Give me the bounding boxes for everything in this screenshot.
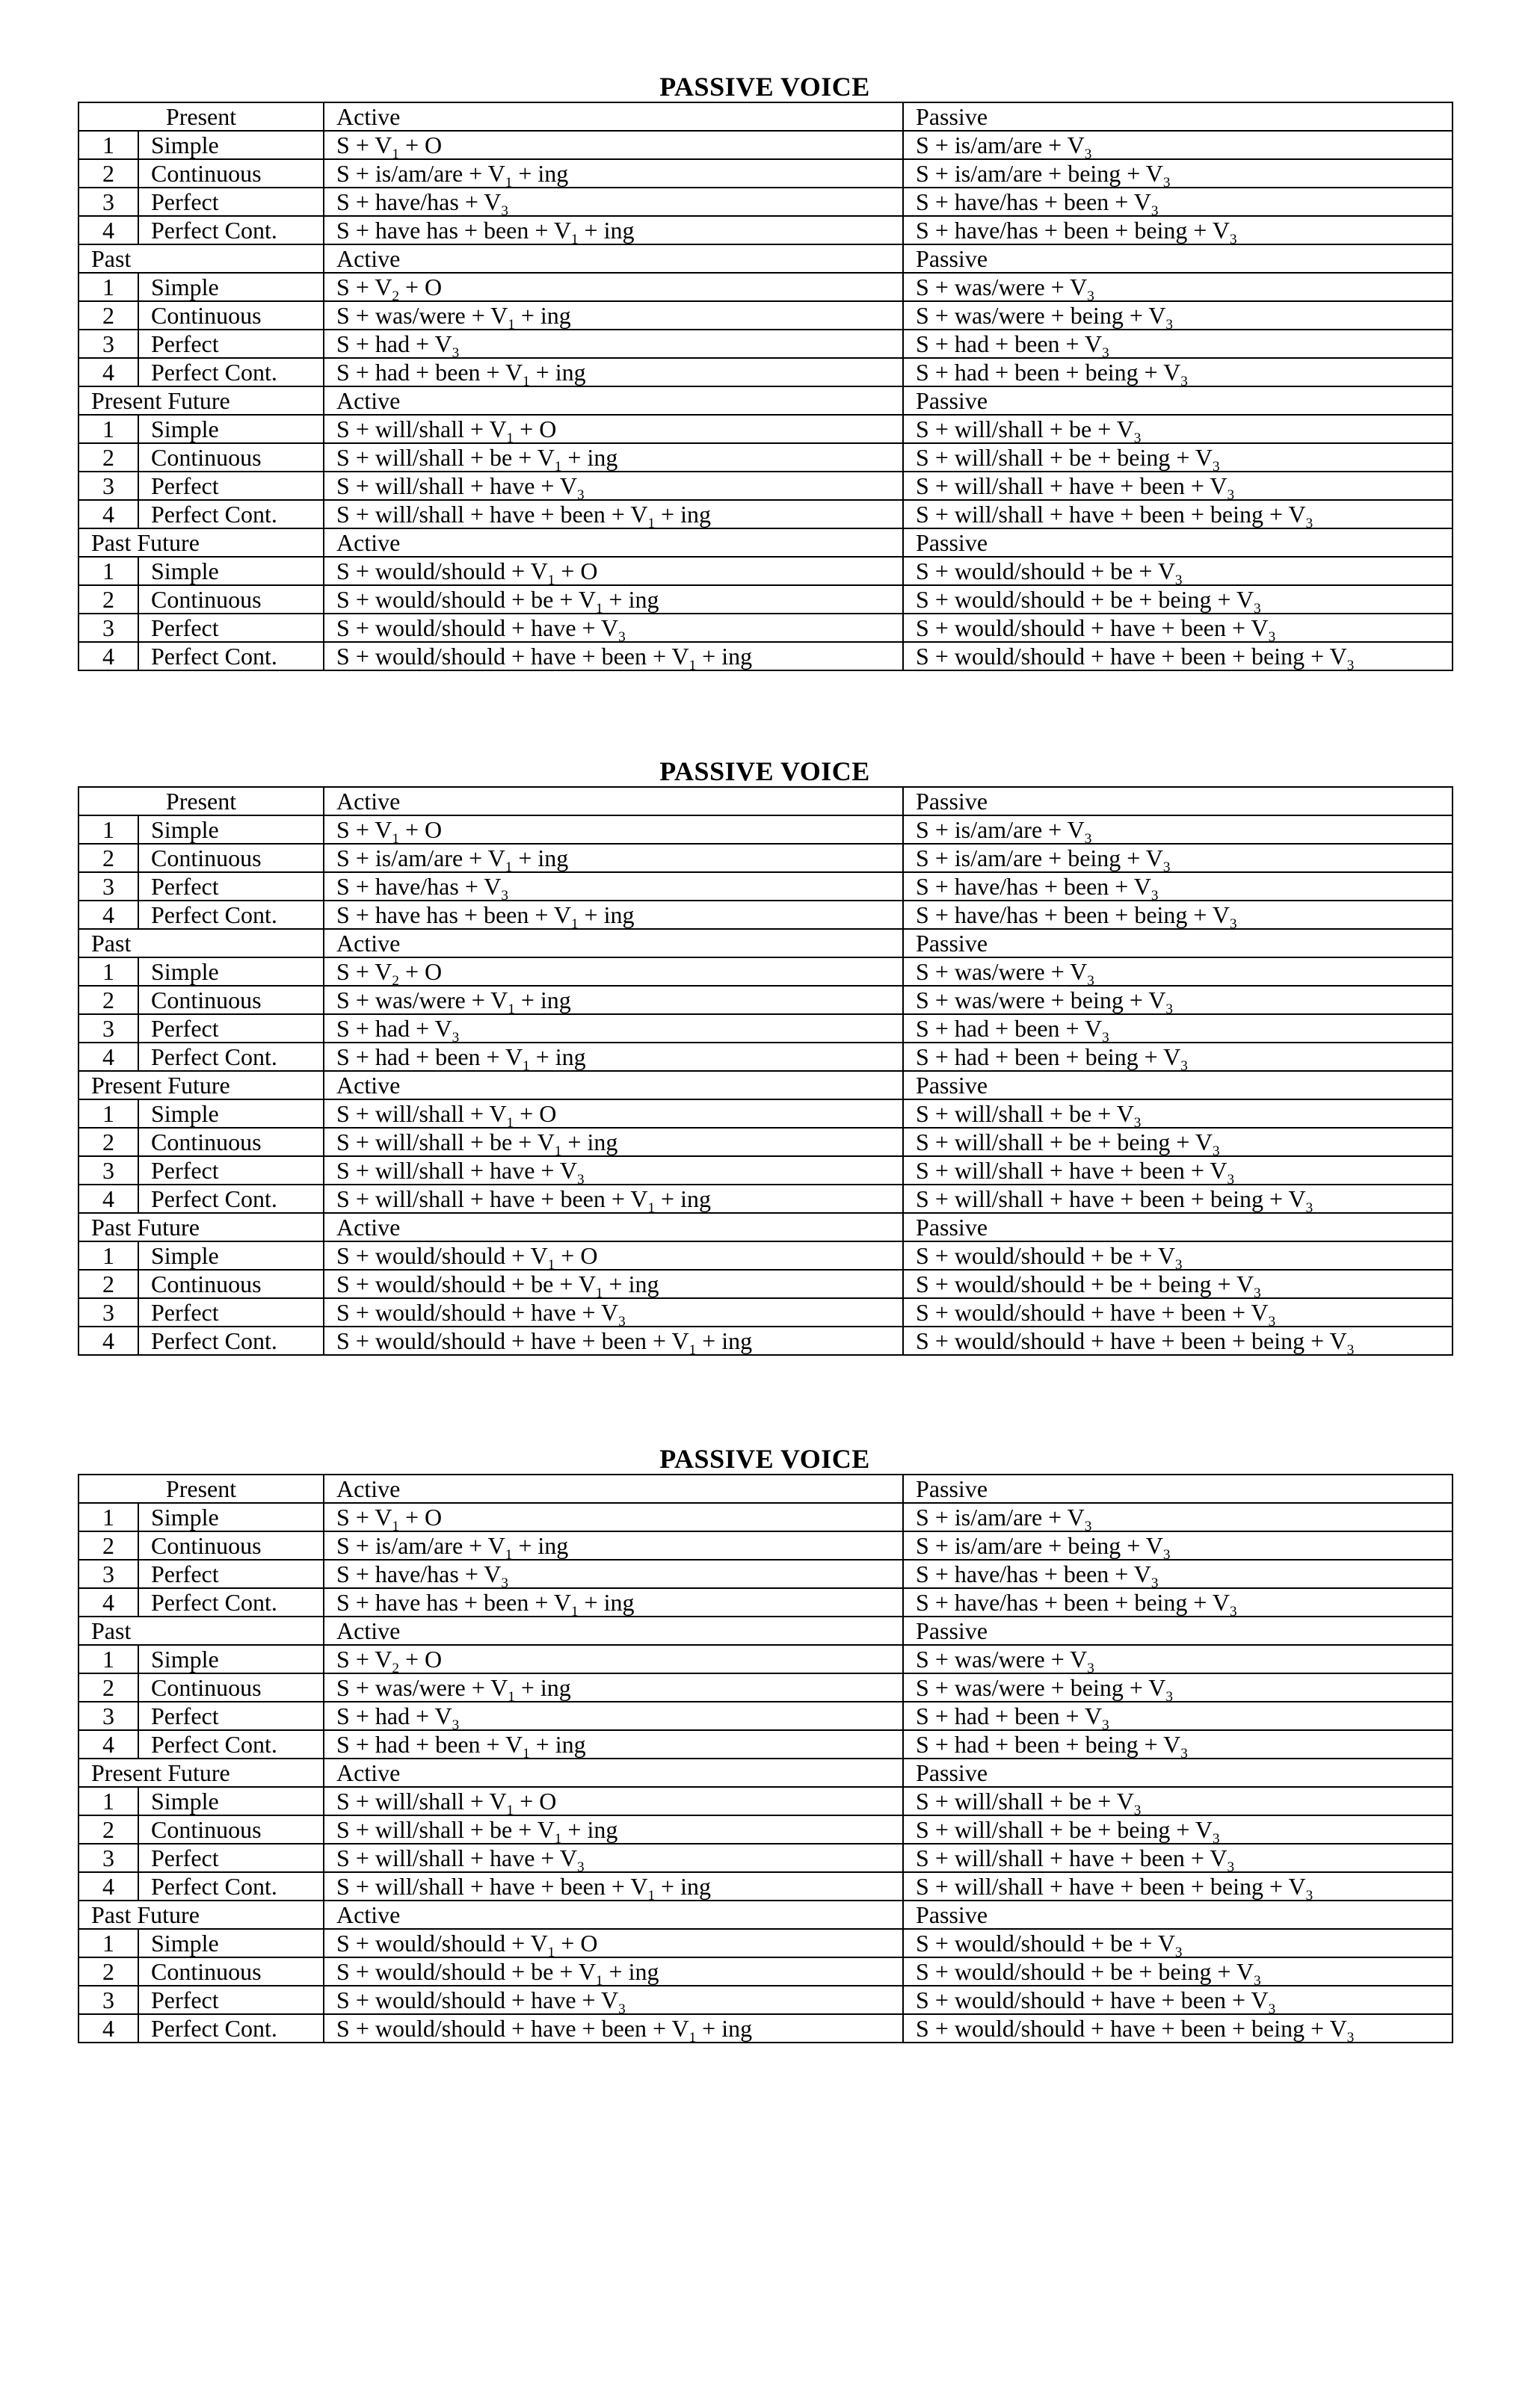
tense-name: Perfect	[138, 472, 324, 500]
table-row	[78, 415, 1453, 443]
active-formula: S + had + been + $V_1$ + ing	[324, 1043, 903, 1071]
row-number: 2	[78, 1673, 138, 1702]
passive-formula: S + is/am/are + being + $V_3$	[903, 1531, 1453, 1560]
table-row	[78, 872, 1453, 901]
passive-formula: S + is/am/are + being + $V_3$	[903, 159, 1453, 188]
row-number: 3	[78, 1560, 138, 1588]
table-row	[78, 986, 1453, 1014]
passive-formula: S + have/has + been + $V_3$	[903, 1560, 1453, 1588]
section-name: Present Future	[78, 1759, 324, 1787]
section-name: Past Future	[78, 1213, 324, 1241]
passive-header: Passive	[903, 1759, 1453, 1787]
row-number: 3	[78, 1298, 138, 1327]
tense-name: Perfect	[138, 1298, 324, 1327]
tense-name: Perfect Cont.	[138, 358, 324, 386]
active-header: Active	[324, 1617, 903, 1645]
tense-name: Perfect Cont.	[138, 500, 324, 528]
table-row	[78, 585, 1453, 614]
section-header-row	[78, 787, 1453, 815]
section-header-row	[78, 1759, 1453, 1787]
tense-name: Perfect	[138, 872, 324, 901]
tense-name: Continuous	[138, 1128, 324, 1156]
section-header-row	[78, 1071, 1453, 1099]
active-formula: S + was/were + $V_1$ + ing	[324, 986, 903, 1014]
table-row	[78, 1872, 1453, 1901]
active-formula: S + would/should + $V_1 + O$	[324, 557, 903, 585]
active-formula: S + would/should + have + been + $V_1$ + ing	[324, 1327, 903, 1355]
active-formula: $S + V_1 + O$	[324, 1503, 903, 1531]
section-header-row	[78, 1901, 1453, 1929]
table-row	[78, 1014, 1453, 1043]
passive-formula: S + would/should + be + $V_3$	[903, 1929, 1453, 1957]
tense-name: Simple	[138, 415, 324, 443]
table-title: PASSIVE VOICE	[659, 1444, 870, 1474]
active-formula: S + have has + been + $V_1$ + ing	[324, 901, 903, 929]
tense-name: Perfect	[138, 1560, 324, 1588]
active-formula: S + had + $V_3$	[324, 1014, 903, 1043]
active-formula: S + would/should + have + $V_3$	[324, 614, 903, 642]
row-number: 4	[78, 216, 138, 244]
table-row	[78, 1673, 1453, 1702]
passive-formula: S + was/were + being + $V_3$	[903, 986, 1453, 1014]
row-number: 4	[78, 358, 138, 386]
active-header: Active	[324, 787, 903, 815]
tense-name: Perfect Cont.	[138, 1872, 324, 1901]
row-number: 4	[78, 642, 138, 670]
row-number: 1	[78, 415, 138, 443]
row-number: 4	[78, 1588, 138, 1617]
active-formula: S + had + been + $V_1$ + ing	[324, 358, 903, 386]
table-row	[78, 1531, 1453, 1560]
active-formula: S + will/shall + have + $V_3$	[324, 472, 903, 500]
passive-formula: S + had + been + being + $V_3$	[903, 1730, 1453, 1759]
table-row	[78, 443, 1453, 472]
passive-formula: S + would/should + be + $V_3$	[903, 557, 1453, 585]
section-name: Present Future	[78, 386, 324, 415]
passive-formula: S + would/should + have + been + being + $V_3$	[903, 1327, 1453, 1355]
passive-formula: S + would/should + have + been + $V_3$	[903, 614, 1453, 642]
row-number: 4	[78, 1185, 138, 1213]
active-formula: S + was/were + $V_1$ + ing	[324, 1673, 903, 1702]
table-row	[78, 1730, 1453, 1759]
tense-name: Continuous	[138, 585, 324, 614]
passive-voice-table-block	[78, 72, 1452, 671]
section-name: Present	[78, 102, 324, 131]
passive-formula: S + had + been + $V_3$	[903, 1702, 1453, 1730]
table-row	[78, 188, 1453, 216]
tense-name: Perfect	[138, 1986, 324, 2014]
tense-name: Perfect Cont.	[138, 1730, 324, 1759]
row-number: 3	[78, 1844, 138, 1872]
table-row	[78, 642, 1453, 670]
row-number: 4	[78, 1327, 138, 1355]
passive-header: Passive	[903, 929, 1453, 957]
tense-name: Perfect	[138, 1014, 324, 1043]
active-formula: S + will/shall + have + $V_3$	[324, 1156, 903, 1185]
active-formula: S + will/shall + have + $V_3$	[324, 1844, 903, 1872]
row-number: 2	[78, 585, 138, 614]
tense-name: Perfect Cont.	[138, 1327, 324, 1355]
active-formula: S + would/should + be + $V_1$ + ing	[324, 585, 903, 614]
passive-formula: S + was/were + being + $V_3$	[903, 1673, 1453, 1702]
tense-name: Continuous	[138, 1957, 324, 1986]
passive-header: Passive	[903, 1617, 1453, 1645]
active-header: Active	[324, 244, 903, 273]
active-formula: S + was/were + $V_1$ + ing	[324, 301, 903, 330]
table-row	[78, 557, 1453, 585]
passive-formula: S + had + been + $V_3$	[903, 330, 1453, 358]
row-number: 1	[78, 1241, 138, 1270]
row-number: 1	[78, 1099, 138, 1128]
tense-table	[78, 1474, 1453, 2043]
tense-name: Simple	[138, 1241, 324, 1270]
table-row	[78, 1185, 1453, 1213]
passive-formula: S + will/shall + be + $V_3$	[903, 1787, 1453, 1815]
row-number: 1	[78, 1645, 138, 1673]
section-header-row	[78, 528, 1453, 557]
tense-name: Perfect	[138, 188, 324, 216]
active-formula: S + had + $V_3$	[324, 330, 903, 358]
tense-name: Perfect	[138, 614, 324, 642]
passive-formula: S + will/shall + be + being + $V_3$	[903, 443, 1453, 472]
table-row	[78, 614, 1453, 642]
row-number: 4	[78, 1730, 138, 1759]
table-row	[78, 472, 1453, 500]
table-row	[78, 1645, 1453, 1673]
tense-name: Continuous	[138, 986, 324, 1014]
tense-name: Continuous	[138, 301, 324, 330]
passive-formula: $S + is/am/are + V_3$	[903, 131, 1453, 159]
passive-formula: $S + is/am/are + V_3$	[903, 815, 1453, 844]
section-name: Present	[78, 787, 324, 815]
table-row	[78, 1957, 1453, 1986]
table-title: PASSIVE VOICE	[659, 72, 870, 102]
section-name: Present Future	[78, 1071, 324, 1099]
passive-formula: S + have/has + been + being + $V_3$	[903, 1588, 1453, 1617]
table-row	[78, 159, 1453, 188]
tense-name: Continuous	[138, 1270, 324, 1298]
active-header: Active	[324, 929, 903, 957]
section-header-row	[78, 102, 1453, 131]
passive-formula: S + will/shall + have + been + $V_3$	[903, 1156, 1453, 1185]
table-row	[78, 2014, 1453, 2043]
passive-formula: S + have/has + been + $V_3$	[903, 188, 1453, 216]
active-header: Active	[324, 386, 903, 415]
active-formula: S + have/has + $V_3$	[324, 872, 903, 901]
row-number: 1	[78, 1503, 138, 1531]
active-formula: S + will/shall + be + $V_1$ + ing	[324, 1815, 903, 1844]
tense-name: Simple	[138, 1099, 324, 1128]
passive-formula: S + will/shall + have + been + being + $V_3$	[903, 1872, 1453, 1901]
table-row	[78, 301, 1453, 330]
active-formula: S + will/shall + be + $V_1$ + ing	[324, 443, 903, 472]
passive-formula: S + have/has + been + being + $V_3$	[903, 216, 1453, 244]
table-row	[78, 358, 1453, 386]
passive-header: Passive	[903, 244, 1453, 273]
tense-name: Perfect Cont.	[138, 1185, 324, 1213]
passive-formula: S + would/should + be + $V_3$	[903, 1241, 1453, 1270]
row-number: 1	[78, 815, 138, 844]
tense-name: Perfect Cont.	[138, 216, 324, 244]
active-formula: S + would/should + have + been + $V_1$ + ing	[324, 642, 903, 670]
active-formula: S + had + been + $V_1$ + ing	[324, 1730, 903, 1759]
active-formula: S + will/shall + $V_1 + O$	[324, 1787, 903, 1815]
table-row	[78, 330, 1453, 358]
section-name: Past	[78, 1617, 324, 1645]
passive-formula: S + would/should + be + being + $V_3$	[903, 1270, 1453, 1298]
passive-formula: S + had + been + $V_3$	[903, 1014, 1453, 1043]
passive-formula: S + have/has + been + $V_3$	[903, 872, 1453, 901]
passive-formula: S + will/shall + have + been + being + $V_3$	[903, 1185, 1453, 1213]
row-number: 2	[78, 844, 138, 872]
active-formula: S + have has + been + $V_1$ + ing	[324, 216, 903, 244]
row-number: 3	[78, 1156, 138, 1185]
active-header: Active	[324, 1071, 903, 1099]
passive-formula: S + will/shall + be + $V_3$	[903, 1099, 1453, 1128]
table-row	[78, 1043, 1453, 1071]
row-number: 1	[78, 273, 138, 301]
tense-name: Simple	[138, 957, 324, 986]
active-formula: $S + is/am/are + V_1$ + ing	[324, 844, 903, 872]
passive-formula: S + will/shall + be + being + $V_3$	[903, 1128, 1453, 1156]
active-formula: $S + V_2 + O$	[324, 1645, 903, 1673]
passive-formula: S + would/should + have + been + being + $V_3$	[903, 642, 1453, 670]
active-formula: S + have/has + $V_3$	[324, 188, 903, 216]
row-number: 2	[78, 443, 138, 472]
tense-name: Continuous	[138, 1531, 324, 1560]
active-formula: $S + V_1 + O$	[324, 815, 903, 844]
table-row	[78, 957, 1453, 986]
table-row	[78, 1270, 1453, 1298]
active-header: Active	[324, 528, 903, 557]
row-number: 2	[78, 301, 138, 330]
row-number: 2	[78, 986, 138, 1014]
passive-formula: S + was/were + $V_3$	[903, 273, 1453, 301]
table-row	[78, 1844, 1453, 1872]
row-number: 1	[78, 557, 138, 585]
table-row	[78, 1929, 1453, 1957]
passive-formula: S + will/shall + have + been + $V_3$	[903, 1844, 1453, 1872]
passive-formula: S + was/were + $V_3$	[903, 957, 1453, 986]
tense-name: Perfect	[138, 1156, 324, 1185]
tense-name: Simple	[138, 1787, 324, 1815]
table-row	[78, 1787, 1453, 1815]
table-row	[78, 1503, 1453, 1531]
table-row	[78, 500, 1453, 528]
tense-name: Perfect Cont.	[138, 1588, 324, 1617]
table-row	[78, 1156, 1453, 1185]
table-row	[78, 1815, 1453, 1844]
table-title: PASSIVE VOICE	[659, 756, 870, 786]
tense-name: Simple	[138, 1645, 324, 1673]
section-name: Present	[78, 1475, 324, 1503]
table-row	[78, 216, 1453, 244]
section-header-row	[78, 929, 1453, 957]
row-number: 1	[78, 957, 138, 986]
active-header: Active	[324, 1213, 903, 1241]
table-row	[78, 131, 1453, 159]
passive-formula: S + would/should + have + been + $V_3$	[903, 1298, 1453, 1327]
row-number: 3	[78, 188, 138, 216]
section-name: Past	[78, 929, 324, 957]
tense-name: Simple	[138, 131, 324, 159]
passive-formula: S + will/shall + have + been + $V_3$	[903, 472, 1453, 500]
active-header: Active	[324, 102, 903, 131]
tense-name: Simple	[138, 273, 324, 301]
tense-name: Perfect Cont.	[138, 1043, 324, 1071]
passive-formula: S + will/shall + be + being + $V_3$	[903, 1815, 1453, 1844]
active-formula: S + would/should + $V_1 + O$	[324, 1929, 903, 1957]
passive-header: Passive	[903, 1071, 1453, 1099]
section-header-row	[78, 1475, 1453, 1503]
section-header-row	[78, 244, 1453, 273]
table-row	[78, 1986, 1453, 2014]
passive-header: Passive	[903, 386, 1453, 415]
passive-header: Passive	[903, 1213, 1453, 1241]
row-number: 3	[78, 1986, 138, 2014]
table-row	[78, 1560, 1453, 1588]
row-number: 4	[78, 2014, 138, 2043]
row-number: 3	[78, 614, 138, 642]
row-number: 2	[78, 1128, 138, 1156]
active-formula: $S + is/am/are + V_1$ + ing	[324, 1531, 903, 1560]
passive-formula: S + have/has + been + being + $V_3$	[903, 901, 1453, 929]
tense-name: Simple	[138, 557, 324, 585]
passive-formula: S + was/were + $V_3$	[903, 1645, 1453, 1673]
active-formula: S + will/shall + $V_1 + O$	[324, 415, 903, 443]
table-row	[78, 1241, 1453, 1270]
tense-name: Continuous	[138, 1673, 324, 1702]
table-row	[78, 844, 1453, 872]
section-name: Past Future	[78, 1901, 324, 1929]
table-row	[78, 1327, 1453, 1355]
tense-name: Continuous	[138, 1815, 324, 1844]
passive-header: Passive	[903, 1901, 1453, 1929]
row-number: 2	[78, 1531, 138, 1560]
active-formula: S + had + $V_3$	[324, 1702, 903, 1730]
passive-header: Passive	[903, 528, 1453, 557]
active-formula: S + will/shall + be + $V_1$ + ing	[324, 1128, 903, 1156]
table-row	[78, 1298, 1453, 1327]
passive-header: Passive	[903, 787, 1453, 815]
table-row	[78, 1099, 1453, 1128]
tense-name: Perfect	[138, 330, 324, 358]
tense-name: Perfect Cont.	[138, 642, 324, 670]
row-number: 1	[78, 1929, 138, 1957]
section-name: Past Future	[78, 528, 324, 557]
active-formula: S + would/should + $V_1 + O$	[324, 1241, 903, 1270]
active-header: Active	[324, 1759, 903, 1787]
row-number: 4	[78, 1872, 138, 1901]
active-formula: S + would/should + have + been + $V_1$ + ing	[324, 2014, 903, 2043]
tense-name: Perfect	[138, 1702, 324, 1730]
row-number: 2	[78, 1815, 138, 1844]
row-number: 2	[78, 1957, 138, 1986]
row-number: 3	[78, 1014, 138, 1043]
tense-name: Simple	[138, 815, 324, 844]
passive-formula: S + had + been + being + $V_3$	[903, 358, 1453, 386]
table-row	[78, 1128, 1453, 1156]
passive-voice-table-block	[78, 1444, 1452, 2043]
passive-formula: S + would/should + be + being + $V_3$	[903, 1957, 1453, 1986]
passive-formula: $S + is/am/are + V_3$	[903, 1503, 1453, 1531]
passive-formula: S + will/shall + be + $V_3$	[903, 415, 1453, 443]
passive-formula: S + would/should + have + been + $V_3$	[903, 1986, 1453, 2014]
section-header-row	[78, 1213, 1453, 1241]
tense-name: Perfect	[138, 1844, 324, 1872]
passive-formula: S + was/were + being + $V_3$	[903, 301, 1453, 330]
active-formula: $S + V_2 + O$	[324, 273, 903, 301]
passive-formula: S + had + been + being + $V_3$	[903, 1043, 1453, 1071]
table-row	[78, 815, 1453, 844]
passive-formula: S + will/shall + have + been + being + $V_3$	[903, 500, 1453, 528]
active-formula: S + will/shall + have + been + $V_1$ + ing	[324, 1872, 903, 1901]
row-number: 4	[78, 500, 138, 528]
tense-table	[78, 786, 1453, 1356]
active-formula: S + would/should + have + $V_3$	[324, 1986, 903, 2014]
section-name: Past	[78, 244, 324, 273]
active-formula: S + would/should + be + $V_1$ + ing	[324, 1270, 903, 1298]
row-number: 3	[78, 472, 138, 500]
active-formula: S + have has + been + $V_1$ + ing	[324, 1588, 903, 1617]
tense-name: Simple	[138, 1929, 324, 1957]
active-formula: $S + is/am/are + V_1$ + ing	[324, 159, 903, 188]
tense-name: Perfect Cont.	[138, 2014, 324, 2043]
table-row	[78, 1588, 1453, 1617]
table-row	[78, 273, 1453, 301]
row-number: 3	[78, 1702, 138, 1730]
row-number: 3	[78, 330, 138, 358]
active-header: Active	[324, 1475, 903, 1503]
row-number: 2	[78, 159, 138, 188]
row-number: 2	[78, 1270, 138, 1298]
active-formula: $S + V_1 + O$	[324, 131, 903, 159]
active-formula: $S + V_2 + O$	[324, 957, 903, 986]
passive-formula: S + would/should + be + being + $V_3$	[903, 585, 1453, 614]
active-formula: S + would/should + be + $V_1$ + ing	[324, 1957, 903, 1986]
active-formula: S + will/shall + have + been + $V_1$ + ing	[324, 500, 903, 528]
active-header: Active	[324, 1901, 903, 1929]
row-number: 4	[78, 901, 138, 929]
table-row	[78, 901, 1453, 929]
tense-name: Simple	[138, 1503, 324, 1531]
tense-name: Continuous	[138, 159, 324, 188]
passive-formula: S + would/should + have + been + being + $V_3$	[903, 2014, 1453, 2043]
row-number: 3	[78, 872, 138, 901]
tense-table	[78, 102, 1453, 671]
active-formula: S + will/shall + $V_1 + O$	[324, 1099, 903, 1128]
tense-name: Perfect Cont.	[138, 901, 324, 929]
passive-header: Passive	[903, 1475, 1453, 1503]
tense-name: Continuous	[138, 443, 324, 472]
row-number: 4	[78, 1043, 138, 1071]
row-number: 1	[78, 1787, 138, 1815]
passive-header: Passive	[903, 102, 1453, 131]
row-number: 1	[78, 131, 138, 159]
section-header-row	[78, 1617, 1453, 1645]
active-formula: S + have/has + $V_3$	[324, 1560, 903, 1588]
passive-formula: S + is/am/are + being + $V_3$	[903, 844, 1453, 872]
active-formula: S + will/shall + have + been + $V_1$ + ing	[324, 1185, 903, 1213]
passive-voice-table-block	[78, 756, 1452, 1356]
section-header-row	[78, 386, 1453, 415]
table-row	[78, 1702, 1453, 1730]
active-formula: S + would/should + have + $V_3$	[324, 1298, 903, 1327]
tense-name: Continuous	[138, 844, 324, 872]
